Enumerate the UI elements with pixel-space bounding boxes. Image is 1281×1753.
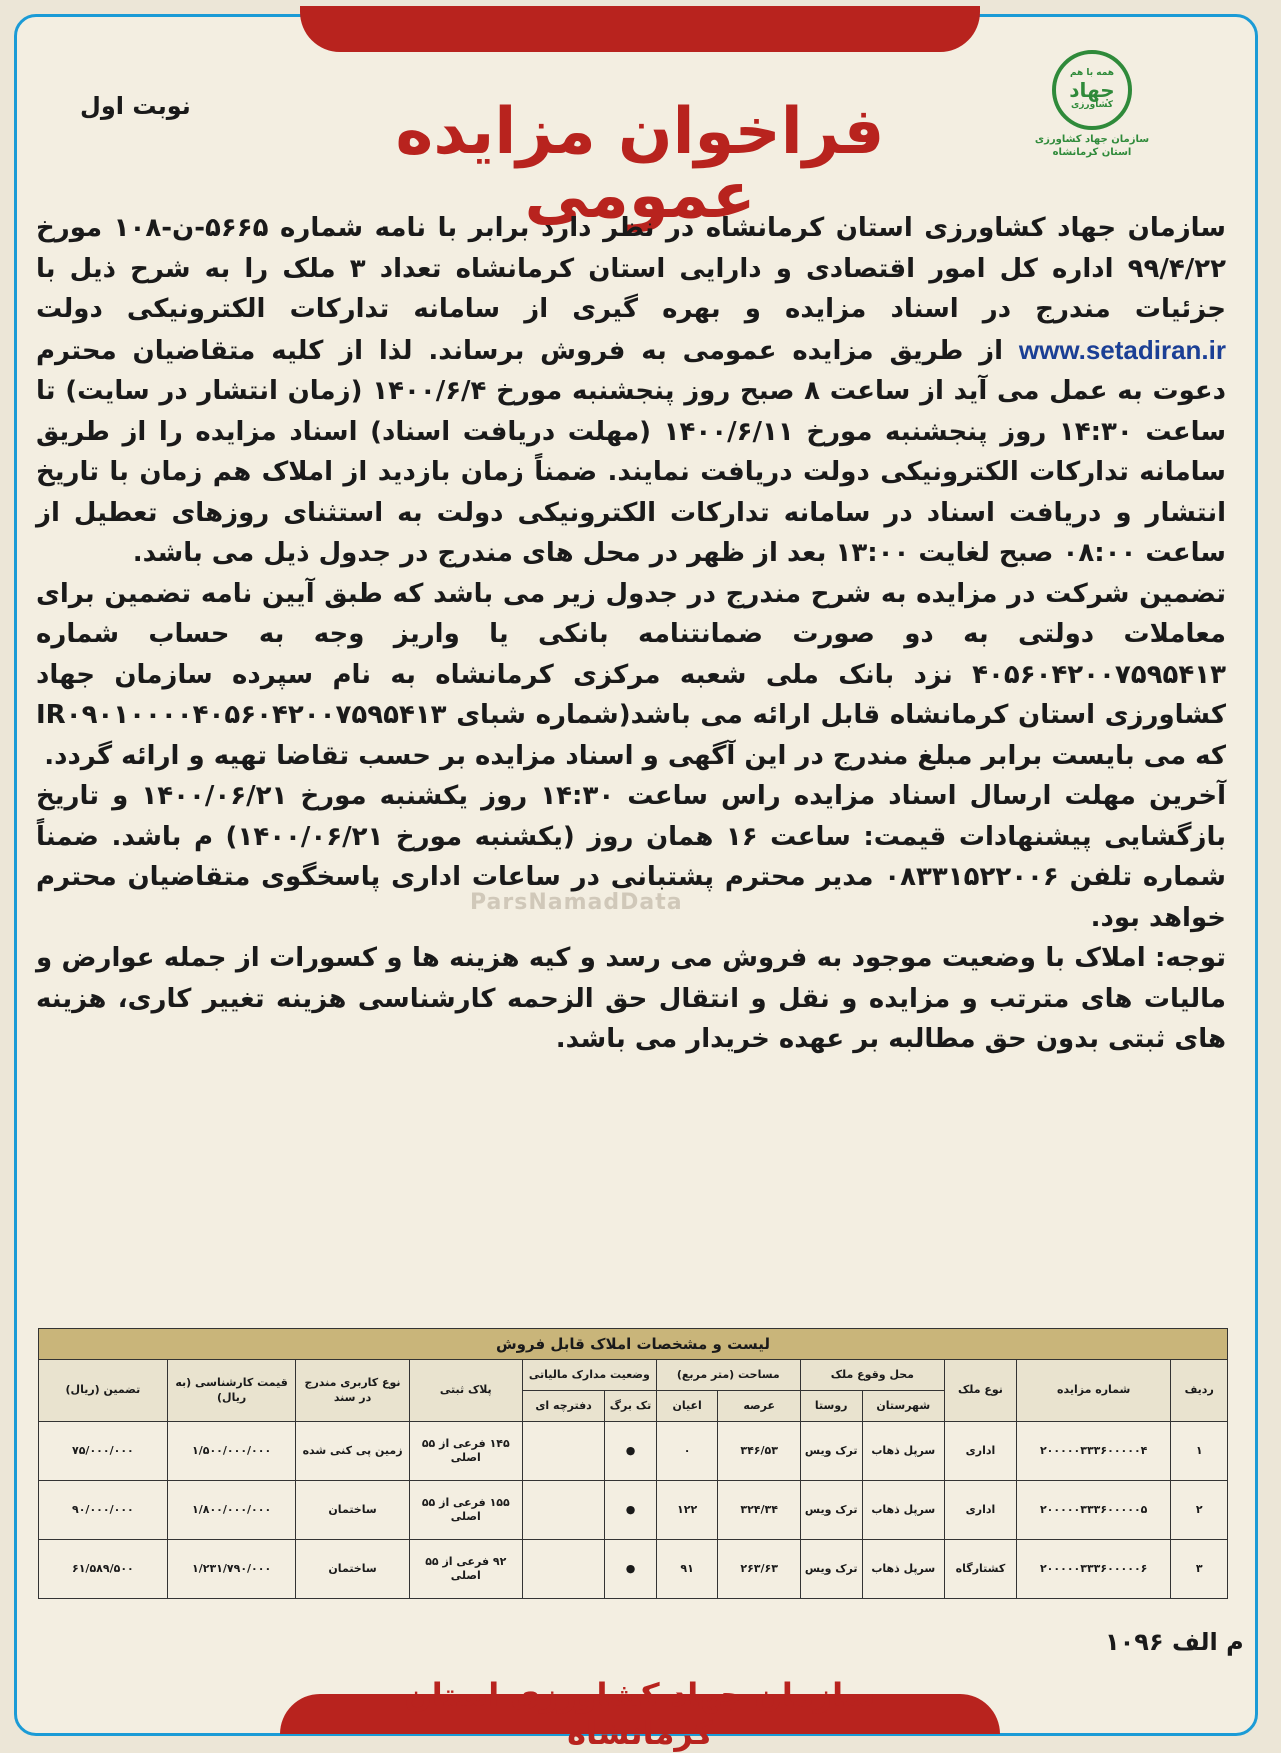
th-price: قیمت کارشناسی (به ریال) (167, 1360, 296, 1422)
cell-no: ۱ (1171, 1422, 1228, 1481)
cell-building: ۰ (656, 1422, 718, 1481)
cell-single: ● (605, 1422, 656, 1481)
cell-guarantee: ۶۱/۵۸۹/۵۰۰ (39, 1540, 168, 1599)
th-auction: شماره مزایده (1016, 1360, 1170, 1422)
th-city: شهرستان (862, 1391, 944, 1422)
setad-link[interactable]: www.setadiran.ir (1018, 334, 1226, 365)
th-location: محل وقوع ملک (800, 1360, 944, 1391)
th-row: ردیف (1171, 1360, 1228, 1422)
logo-caption-line2: استان کرمانشاه (1052, 146, 1132, 158)
cell-city: سرپل ذهاب (862, 1540, 944, 1599)
logo-emblem (1052, 50, 1132, 130)
th-usage: نوع کاربری مندرج در سند (296, 1360, 409, 1422)
cell-single: ● (605, 1540, 656, 1599)
cell-single: ● (605, 1481, 656, 1540)
cell-village: ترک ویس (800, 1422, 862, 1481)
announcement-body (36, 208, 1226, 1060)
logo-top-text: همه با هم (1069, 68, 1115, 79)
th-single: تک برگ (605, 1391, 656, 1422)
watermark: ParsNamadData (470, 890, 683, 915)
footer-organization: سازمان جهاد کشاورزی استان کرمانشاه (404, 1676, 876, 1752)
cell-booklet (522, 1540, 604, 1599)
paragraph-deadline: آخرین مهلت ارسال اسناد مزایده راس ساعت ۱۴:۳۰ روز یکشنبه مورخ ۱۴۰۰/۰۶/۲۱ و تاریخ بازگشایی پیشنهادات قیمت: ساعت ۱۶ همان روز (یکشنبه مورخ ۱۴۰۰/۰۶/۲۱) م باشد. ضمناً شماره تلفن ۰۸۳۳۱۵۲۲۰۰۶ مدیر محترم پشتبانی در ساعات اداری پاسخگوی متقاضیان محترم خواهد بود. (36, 781, 1227, 933)
table-row (39, 1422, 1228, 1481)
cell-type: کشتارگاه (944, 1540, 1016, 1599)
cell-land: ۳۲۴/۳۴ (718, 1481, 800, 1540)
logo-caption (1033, 134, 1151, 159)
cell-village: ترک ویس (800, 1540, 862, 1599)
th-tax: وضعیت مدارک مالیاتی (522, 1360, 656, 1391)
table-title: لیست و مشخصات املاک قابل فروش (38, 1328, 1228, 1359)
th-type: نوع ملک (944, 1360, 1016, 1422)
cell-booklet (522, 1481, 604, 1540)
cell-price: ۱/۲۳۱/۷۹۰/۰۰۰ (167, 1540, 296, 1599)
cell-city: سرپل ذهاب (862, 1422, 944, 1481)
publication-turn: نوبت اول (80, 92, 191, 120)
cell-building: ۱۲۲ (656, 1481, 718, 1540)
intro-text-a: سازمان جهاد کشاورزی استان کرمانشاه در نظر دارد برابر با نامه شماره ۵۶۶۵-ن-۱۰۸ مورخ ۹۹/۴/۲۲ اداره کل امور اقتصادی و دارایی استان کرمانشاه تعداد ۳ ملک را به شرح ذیل با جزئیات مندرج در اسناد مزایده و بهره گیری از سامانه تدارکات الکترونیکی دولت (36, 213, 1226, 324)
th-building: اعیان (656, 1391, 718, 1422)
th-guarantee: تضمین (ریال) (39, 1360, 168, 1422)
cell-no: ۳ (1171, 1540, 1228, 1599)
top-decor-bar (300, 6, 980, 52)
cell-usage: زمین پی کنی شده (296, 1422, 409, 1481)
cell-guarantee: ۷۵/۰۰۰/۰۰۰ (39, 1422, 168, 1481)
jahad-logo (1033, 50, 1151, 158)
cell-plate: ۹۲ فرعی از ۵۵ اصلی (409, 1540, 522, 1599)
cell-village: ترک ویس (800, 1481, 862, 1540)
th-booklet: دفترچه ای (522, 1391, 604, 1422)
cell-city: سرپل ذهاب (862, 1481, 944, 1540)
cell-auction: ۲۰۰۰۰۰۳۳۳۶۰۰۰۰۰۶ (1016, 1540, 1170, 1599)
cell-usage: ساختمان (296, 1481, 409, 1540)
paragraph-note: توجه: املاک با وضعیت موجود به فروش می رسد و کیه هزینه ها و کسورات از جمله عوارض و مالیات های مترتب و مزایده و نقل و انتقال حق الزحمه کارشناسی هزینه تغییر کاری، هزینه های ثبتی بدون حق مطالبه بر عهده خریدار می باشد. (36, 943, 1226, 1054)
cell-guarantee: ۹۰/۰۰۰/۰۰۰ (39, 1481, 168, 1540)
cell-price: ۱/۸۰۰/۰۰۰/۰۰۰ (167, 1481, 296, 1540)
logo-caption-line1: سازمان جهاد کشاورزی (1034, 134, 1150, 145)
logo-sub-text: کشاورزی (1071, 100, 1113, 110)
table-row (39, 1540, 1228, 1599)
cell-plate: ۱۵۵ فرعی از ۵۵ اصلی (409, 1481, 522, 1540)
cell-plate: ۱۴۵ فرعی از ۵۵ اصلی (409, 1422, 522, 1481)
cell-land: ۳۴۶/۵۳ (718, 1422, 800, 1481)
properties-grid (38, 1359, 1228, 1599)
page-title: فراخوان مزایده عمومی (395, 95, 885, 233)
cell-type: اداری (944, 1422, 1016, 1481)
paragraph-guarantee: تضمین شرکت در مزایده به شرح مندرج در جدول زیر می باشد که طبق آیین نامه تضمین برای معاملات دولتی به دو صورت ضمانتنامه بانکی یا واریز وجه به حساب شماره ۴۰۵۶۰۴۲۰۰۷۵۹۵۴۱۳ نزد بانک ملی شعبه مرکزی کرمانشاه به نام سپرده سازمان جهاد کشاورزی استان کرمانشاه قابل ارائه می باشد(شماره شبای IR۰۹۰۱۰۰۰۰۴۰۵۶۰۴۲۰۰۷۵۹۵۴۱۳ که می بایست برابر مبلغ مندرج در این آگهی و اسناد مزایده بر حسب تقاضا تهیه و ارائه گردد. (36, 578, 1226, 771)
intro-text-b: از طریق مزایده عمومی به فروش برساند. لذا از کلیه متقاضیان محترم دعوت به عمل می آید از ساعت ۸ صبح روز پنجشنبه مورخ ۱۴۰۰/۶/۴ (زمان انتشار در سایت) تا ساعت ۱۴:۳۰ روز پنجشنبه مورخ ۱۴۰۰/۶/۱۱ (مهلت دریافت اسناد) اسناد مزایده را از طریق سامانه تدارکات الکترونیکی دولت دریافت نمایند. ضمناً زمان بازدید از املاک هم زمان با تاریخ انتشار و دریافت اسناد در سامانه تدارکات الکترونیکی دولت به استثنای روزهای تعطیل از ساعت ۰۸:۰۰ صبح لغایت ۱۳:۰۰ بعد از ظهر در محل های مندرج در جدول ذیل می باشد. (36, 335, 1227, 568)
cell-price: ۱/۵۰۰/۰۰۰/۰۰۰ (167, 1422, 296, 1481)
cell-auction: ۲۰۰۰۰۰۳۳۳۶۰۰۰۰۰۵ (1016, 1481, 1170, 1540)
th-area: مساحت (متر مربع) (656, 1360, 800, 1391)
document-code: م الف ۱۰۹۶ (1105, 1628, 1244, 1656)
cell-usage: ساختمان (296, 1540, 409, 1599)
cell-auction: ۲۰۰۰۰۰۳۳۳۶۰۰۰۰۰۴ (1016, 1422, 1170, 1481)
logo-main-text: جهاد (1069, 78, 1115, 102)
table-row (39, 1481, 1228, 1540)
cell-building: ۹۱ (656, 1540, 718, 1599)
cell-type: اداری (944, 1481, 1016, 1540)
properties-table (38, 1328, 1228, 1599)
th-plate: پلاک ثبتی (409, 1360, 522, 1422)
th-village: روستا (800, 1391, 862, 1422)
cell-land: ۲۶۳/۶۳ (718, 1540, 800, 1599)
cell-no: ۲ (1171, 1481, 1228, 1540)
paragraph-intro (36, 208, 1226, 574)
cell-booklet (522, 1422, 604, 1481)
th-land: عرصه (718, 1391, 800, 1422)
